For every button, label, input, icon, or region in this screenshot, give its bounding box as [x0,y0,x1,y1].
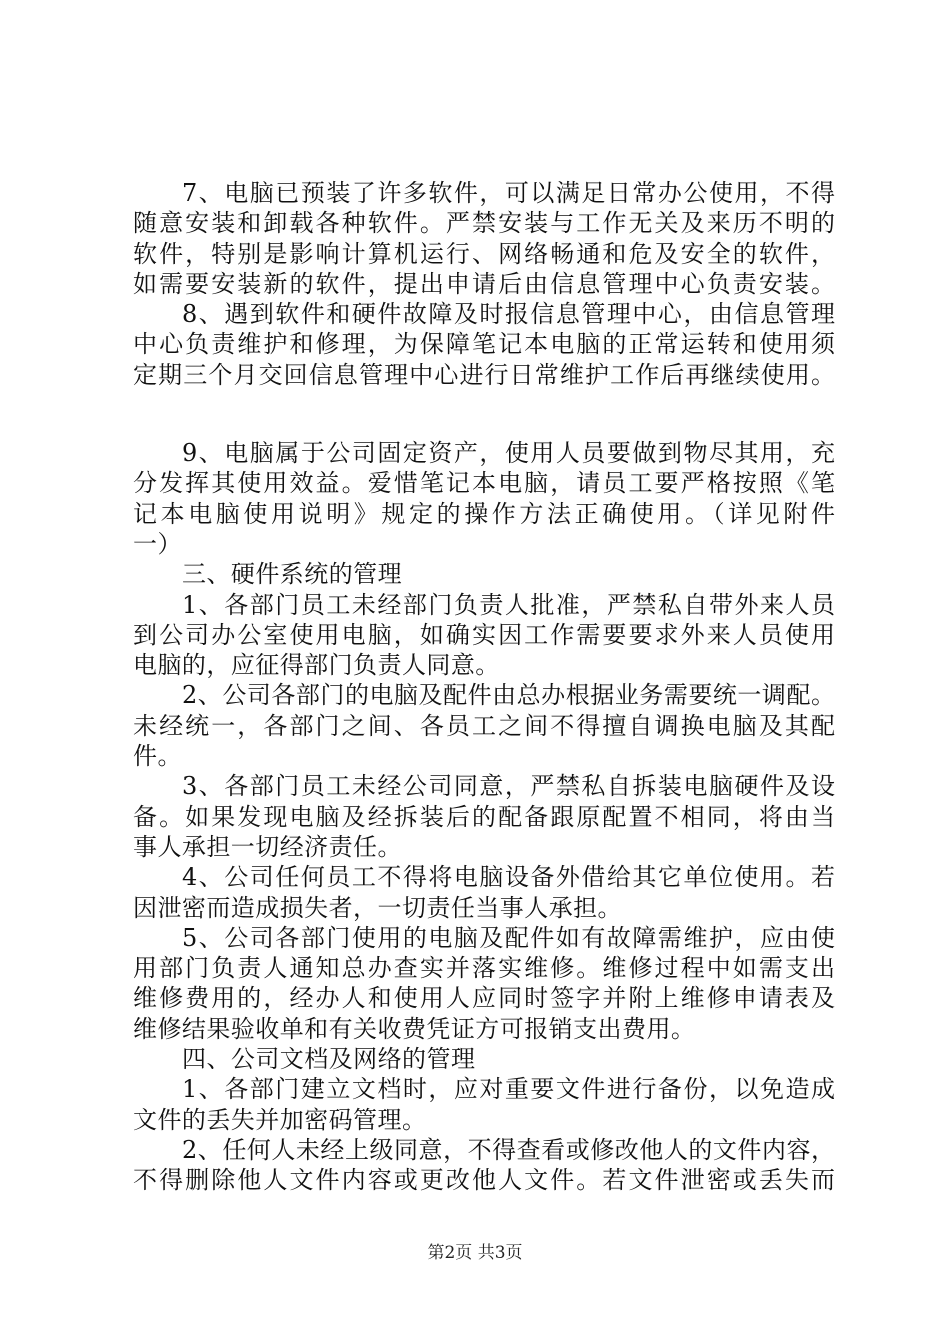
text-line: 2、公司各部门的电脑及配件由总办根据业务需要统一调配。 [182,681,835,710]
text-line: 未经统一，各部门之间、各员工之间不得擅自调换电脑及其配 [133,711,835,740]
text-line: 维修费用的，经办人和使用人应同时签字并附上维修申请表及 [133,984,835,1013]
hardware-item-4 [133,862,835,923]
text-line: 1、各部门员工未经部门负责人批准，严禁私自带外来人员 [182,590,835,619]
hardware-item-1 [133,590,835,681]
paragraph-item-9 [133,438,835,559]
text-line: 用部门负责人通知总办查实并落实维修。维修过程中如需支出 [133,954,835,983]
text-line: 3、各部门员工未经公司同意，严禁私自拆装电脑硬件及设 [182,772,835,801]
text-line: 备。如果发现电脑及经拆装后的配备跟原配置不相同，将由当 [133,802,835,831]
text-line: 9、电脑属于公司固定资产，使用人员要做到物尽其用，充 [182,439,835,468]
paragraph-item-8 [133,299,835,390]
text-line: 4、公司任何员工不得将电脑设备外借给其它单位使用。若 [182,863,835,892]
section-heading-hardware [133,559,835,589]
text-line: 如需要安装新的软件，提出申请后由信息管理中心负责安装。 [133,269,835,298]
documents-item-1 [133,1074,835,1135]
documents-item-2 [133,1135,835,1196]
text-line: 随意安装和卸载各种软件。严禁安装与工作无关及来历不明的 [133,209,835,238]
text-line: 分发挥其使用效益。爱惜笔记本电脑，请员工要严格按照《笔 [133,469,835,498]
page-number-label: 第2页 共3页 [427,1243,523,1263]
text-line: 到公司办公室使用电脑，如确实因工作需要要求外来人员使用 [133,620,835,649]
heading-line: 三、硬件系统的管理 [182,560,403,589]
text-line: 件。 [133,742,182,771]
page-footer [0,1238,950,1263]
paragraph-item-7 [133,178,835,299]
text-line: 一） [133,529,182,558]
text-line: 事人承担一切经济责任。 [133,832,402,861]
text-line: 5、公司各部门使用的电脑及配件如有故障需维护，应由使 [182,923,835,952]
text-line: 电脑的，应征得部门负责人同意。 [133,651,500,680]
text-line: 软件，特别是影响计算机运行、网络畅通和危及安全的软件， [133,239,835,268]
section-heading-documents [133,1044,835,1074]
document-body [133,178,835,1196]
text-line: 不得删除他人文件内容或更改他人文件。若文件泄密或丢失而 [133,1166,835,1195]
paragraph-gap [133,390,835,438]
text-line: 维修结果验收单和有关收费凭证方可报销支出费用。 [133,1014,696,1043]
heading-line: 四、公司文档及网络的管理 [182,1045,476,1074]
text-line: 7、电脑已预装了许多软件，可以满足日常办公使用，不得 [182,179,835,207]
hardware-item-5 [133,923,835,1044]
text-line: 记本电脑使用说明》规定的操作方法正确使用。（详见附件 [133,499,835,528]
hardware-item-2 [133,680,835,771]
text-line: 8、遇到软件和硬件故障及时报信息管理中心，由信息管理 [182,300,835,329]
text-line: 因泄密而造成损失者，一切责任当事人承担。 [133,893,622,922]
text-line: 1、各部门建立文档时，应对重要文件进行备份，以免造成 [182,1075,835,1104]
text-line: 2、任何人未经上级同意，不得查看或修改他人的文件内容， [182,1135,835,1164]
hardware-item-3 [133,771,835,862]
text-line: 定期三个月交回信息管理中心进行日常维护工作后再继续使用。 [133,360,835,389]
text-line: 文件的丢失并加密码管理。 [133,1105,427,1134]
text-line: 中心负责维护和修理，为保障笔记本电脑的正常运转和使用须 [133,330,835,359]
